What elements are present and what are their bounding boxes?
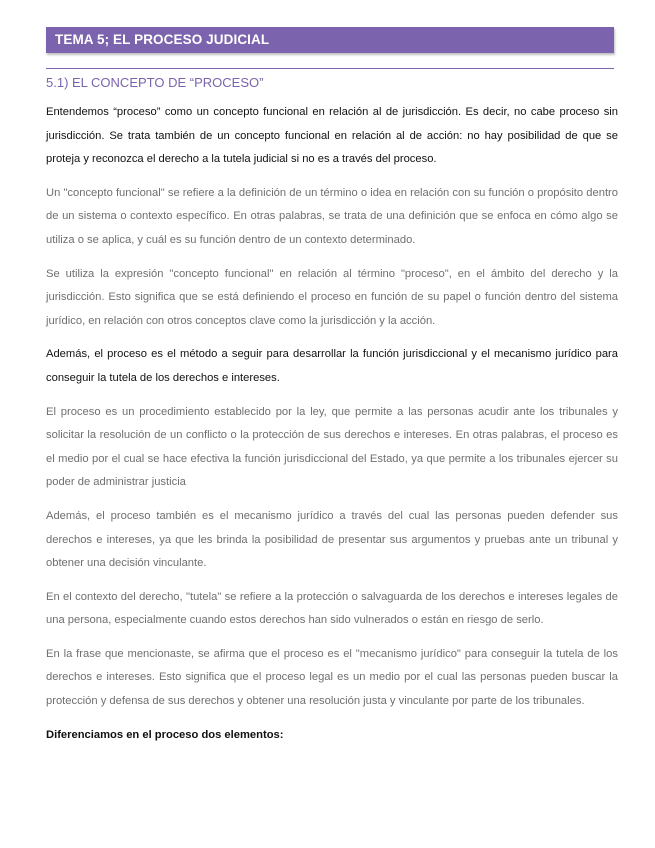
paragraph: En la frase que mencionaste, se afirma que el proceso es el "mecanismo jurídico" para conseguir la tutela de los derechos e intereses. Esto significa que el proceso legal es un medio por el cual las personas pueden buscar la protección y defensa de sus derechos y obtener una resolución justa y vinculante por parte de los tribunales. (46, 647, 618, 708)
page-title: TEMA 5; EL PROCESO JUDICIAL (46, 27, 614, 53)
document-body (46, 101, 618, 757)
paragraph: Diferenciamos en el proceso dos elementos: (46, 728, 284, 741)
paragraph: El proceso es un procedimiento establecido por la ley, que permite a las personas acudir ante los tribunales y solicitar la resolución de un conflicto o la protección de sus derechos e intereses. En otras palabras, el proceso es el medio por el cual se hace efectiva la función jurisdiccional del Estado, ya que permite a los tribunales ejercer su poder de administrar justicia (46, 405, 618, 489)
paragraph: Un "concepto funcional" se refiere a la definición de un término o idea en relación con su función o propósito dentro de un sistema o contexto específico. En otras palabras, se trata de una definición que se enfoca en cómo algo se utiliza o se aplica, y cuál es su función dentro de un contexto determinado. (46, 186, 618, 246)
paragraph: En el contexto del derecho, "tutela" se refiere a la protección o salvaguarda de los derechos e intereses legales de una persona, especialmente cuando estos derechos han sido vulnerados o están en riesgo de serlo. (46, 590, 618, 627)
paragraph: Se utiliza la expresión "concepto funcional" en relación al término "proceso", en el ámbito del derecho y la jurisdicción. Esto significa que se está definiendo el proceso en función de su papel o función dentro del sistema jurídico, en relación con otros conceptos clave como la jurisdicción y la acción. (46, 267, 618, 327)
paragraph: Entendemos “proceso” como un concepto funcional en relación al de jurisdicción. Es decir, no cabe proceso sin jurisdicción. Se trata también de un concepto funcional en relación al de acción: no hay posibilidad de que se proteja y reconozca el derecho a la tutela judicial si no es a través del proceso. (46, 106, 618, 166)
title-divider (46, 68, 614, 69)
paragraph: Además, el proceso también es el mecanismo jurídico a través del cual las personas pueden defender sus derechos e intereses, ya que les brinda la posibilidad de presentar sus argumentos y pruebas ante un tribunal y obtener una decisión vinculante. (46, 509, 618, 570)
section-heading: 5.1) EL CONCEPTO DE “PROCESO” (46, 75, 264, 90)
paragraph: Además, el proceso es el método a seguir para desarrollar la función jurisdiccional y el mecanismo jurídico para conseguir la tutela de los derechos e intereses. (46, 348, 618, 384)
